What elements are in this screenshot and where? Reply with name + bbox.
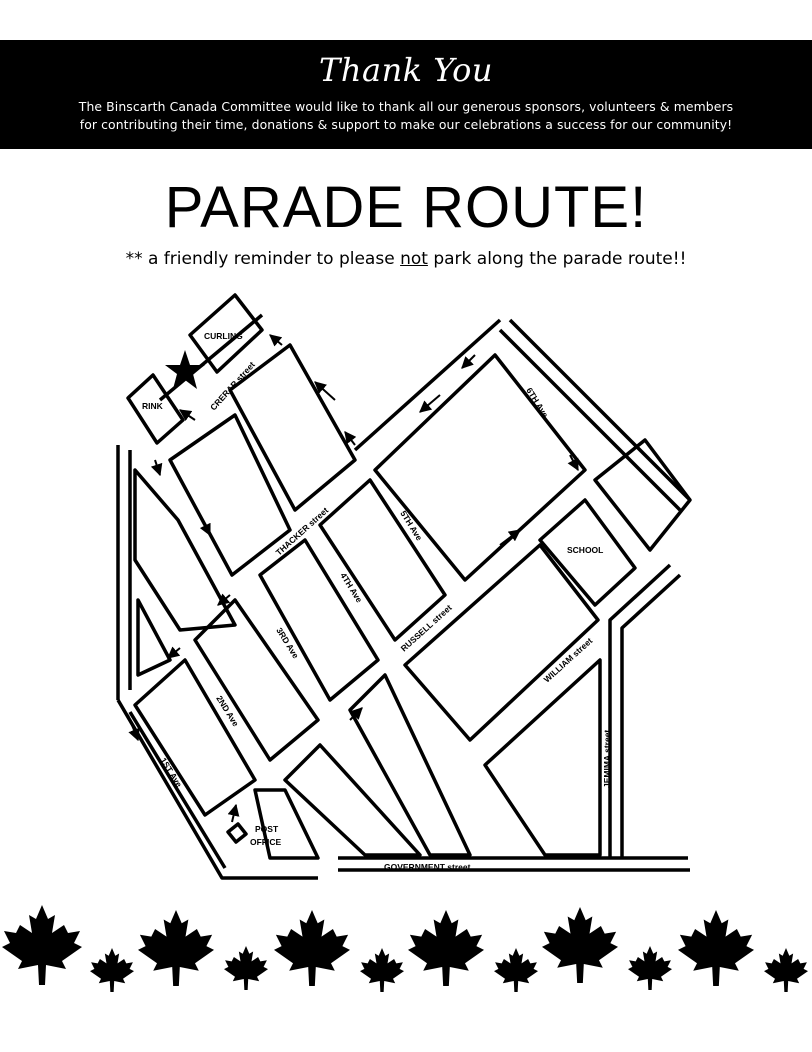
block xyxy=(170,415,290,575)
thank-you-message-line-1: The Binscarth Canada Committee would like to thank all our generous sponsors, volunteers & members xyxy=(78,99,734,114)
maple-leaf-icon xyxy=(360,948,404,992)
jemima-street-label: JEMIMA street xyxy=(602,729,612,788)
block xyxy=(260,540,378,700)
road-edge xyxy=(355,320,500,450)
third-ave-label: 3RD Ave xyxy=(274,625,301,661)
post-office-label-2: OFFICE xyxy=(250,837,282,847)
fourth-ave-label: 4TH Ave xyxy=(338,570,365,605)
reminder-text-end: park along the parade route!! xyxy=(427,249,687,269)
reminder-text-start: ** a friendly reminder to please xyxy=(125,249,401,269)
crerar-street-label: CRERAR street xyxy=(208,359,257,413)
maple-leaf-icon xyxy=(408,910,484,986)
road-edge xyxy=(622,575,680,858)
route-arrow xyxy=(168,648,180,658)
russell-street-label: RUSSELL street xyxy=(398,602,454,654)
maple-leaf-icon xyxy=(138,910,214,986)
william-street-label: WILLIAM street xyxy=(541,635,595,685)
reminder-emphasis: not xyxy=(400,249,428,269)
block xyxy=(135,660,255,815)
fifth-ave-label: 5TH Ave xyxy=(398,508,425,543)
maple-leaf-icon xyxy=(2,905,82,985)
star-icon xyxy=(165,350,205,389)
maple-leaf-icon xyxy=(764,948,808,992)
sixth-ave-label: 6TH Ave xyxy=(524,385,551,420)
block xyxy=(195,600,318,760)
route-arrow xyxy=(155,460,160,475)
road-edge xyxy=(130,712,225,868)
thank-you-heading: Thank You xyxy=(319,51,493,89)
maple-leaf-icon xyxy=(678,910,754,986)
route-arrow xyxy=(500,530,520,545)
maple-leaf-icon xyxy=(542,907,618,983)
page-title: PARADE ROUTE! xyxy=(164,175,648,240)
maple-leaf-icon xyxy=(90,948,134,992)
maple-leaf-icon xyxy=(224,946,268,990)
block xyxy=(485,660,600,855)
maple-leaf-icon xyxy=(494,948,538,992)
curling-label: CURLING xyxy=(204,331,243,341)
school-label: SCHOOL xyxy=(567,545,604,555)
maple-leaf-icon xyxy=(274,910,350,986)
post-office-label: POST xyxy=(255,824,279,834)
road-edge xyxy=(500,330,680,510)
block xyxy=(320,480,445,640)
post-office-icon xyxy=(228,824,246,842)
route-arrow xyxy=(462,355,475,368)
second-ave-label: 2ND Ave xyxy=(214,693,241,729)
government-street-label: GOVERNMENT street xyxy=(384,862,471,872)
road-edge xyxy=(610,565,670,858)
route-arrow xyxy=(200,515,210,535)
first-ave-label: 1ST Ave xyxy=(158,755,185,789)
block xyxy=(138,600,170,675)
route-arrow xyxy=(270,335,282,345)
maple-leaf-icon xyxy=(628,946,672,990)
route-arrow xyxy=(232,805,236,822)
thank-you-message-line-2: for contributing their time, donations & support to make our celebrations a success for our community! xyxy=(79,117,733,132)
thacker-street-label: THACKER street xyxy=(273,505,331,558)
block xyxy=(350,675,470,855)
maple-leaf-border xyxy=(0,900,812,1010)
rink-label: RINK xyxy=(142,401,163,411)
block xyxy=(375,355,585,580)
